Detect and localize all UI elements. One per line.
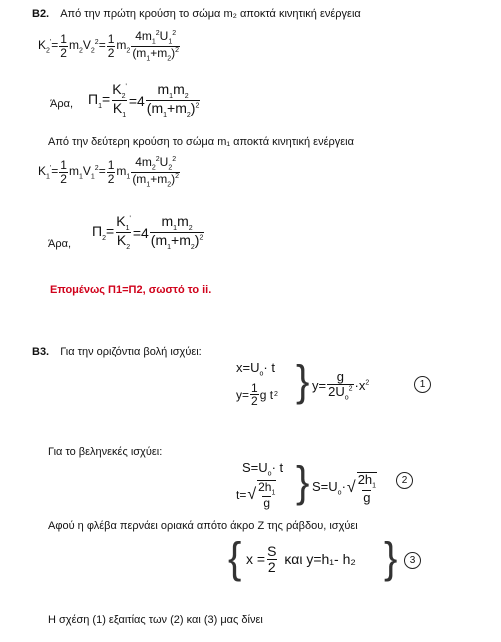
brace-right-3: } [384,533,398,583]
ara-label-1: Άρα, [50,98,74,110]
equation-k1: $K_1'=$ $\frac{1}{2}$ $m_1V_1^2=$ $\frac{1}{2}$ $m_1$ $\frac{4m_2^2U_2^2}{(m_1+m_2)^2}$ [38,155,180,189]
equation-p1: $\Pi_1=$ $\frac{K_2'}{K_1}$ =4 $\frac{m_1m_2}{(m_1+m_2)^2}$ [88,81,200,119]
circle-number-2: 2 [396,472,413,489]
circle-number-3: 3 [404,552,421,569]
b2-conclusion: Επομένως Π1=Π2, σωστό το ii. [50,284,212,296]
b2-text-2: Από την δεύτερη κρούση το σώμα m₁ αποκτά κινητική ενέργεια [48,136,354,148]
b2-heading-line [32,8,361,20]
b3-text-2: Για το βεληνεκές ισχύει: [48,446,163,458]
b3-text-1: Για την οριζόντια βολή ισχύει: [60,346,202,358]
equation-y-result: y= $\frac{g}{2U_o^2}$ $\cdot x^2$ [312,369,370,402]
equation-k2: $K_2'=$ $\frac{1}{2}$ $m_2V_2^2=$ $\frac{1}{2}$ $m_2$ $\frac{4m_1^2U_1^2}{(m_1+m_2)^2}$ [38,29,180,63]
circle-number-1: 1 [414,376,431,393]
brace-right-1: } [296,356,310,406]
b3-label: B3. [32,346,50,358]
ara-label-2: Άρα, [48,238,72,250]
b2-label: B2. [32,8,50,20]
equation-system-3: x = $\frac{S}{2}$ και y=h₁- h₂ [246,543,356,575]
brace-left-3: { [228,533,242,583]
equation-s-result: $S=U_o\cdot$ √ $\frac{2h_1}{g}$ [312,472,377,505]
b3-heading-line [32,346,202,358]
equation-system-1: $x=U_o\cdot t$ y= $\frac{1}{2}$ g t 2 [236,360,278,409]
kai-y-text: και y=h₁- h₂ [284,551,356,568]
b2-text-1: Από την πρώτη κρούση το σώμα m₂ αποκτά κινητική ενέργεια [60,8,361,20]
b3-text-3: Αφού η φλέβα περνάει οριακά απότο άκρο Ζ της ράβδου, ισχύει [48,520,358,532]
b3-text-4: Η σχέση (1) εξαιτίας των (2) και (3) μας δίνει [48,614,263,626]
brace-right-2: } [296,457,310,507]
equation-system-2: $S=U_o\cdot t$ t= √ $\frac{2h_1}{g}$ [236,460,284,511]
equation-p2: $\Pi_2=$ $\frac{K_1'}{K_2}$ =4 $\frac{m_1m_2}{(m_1+m_2)^2}$ [92,213,204,251]
